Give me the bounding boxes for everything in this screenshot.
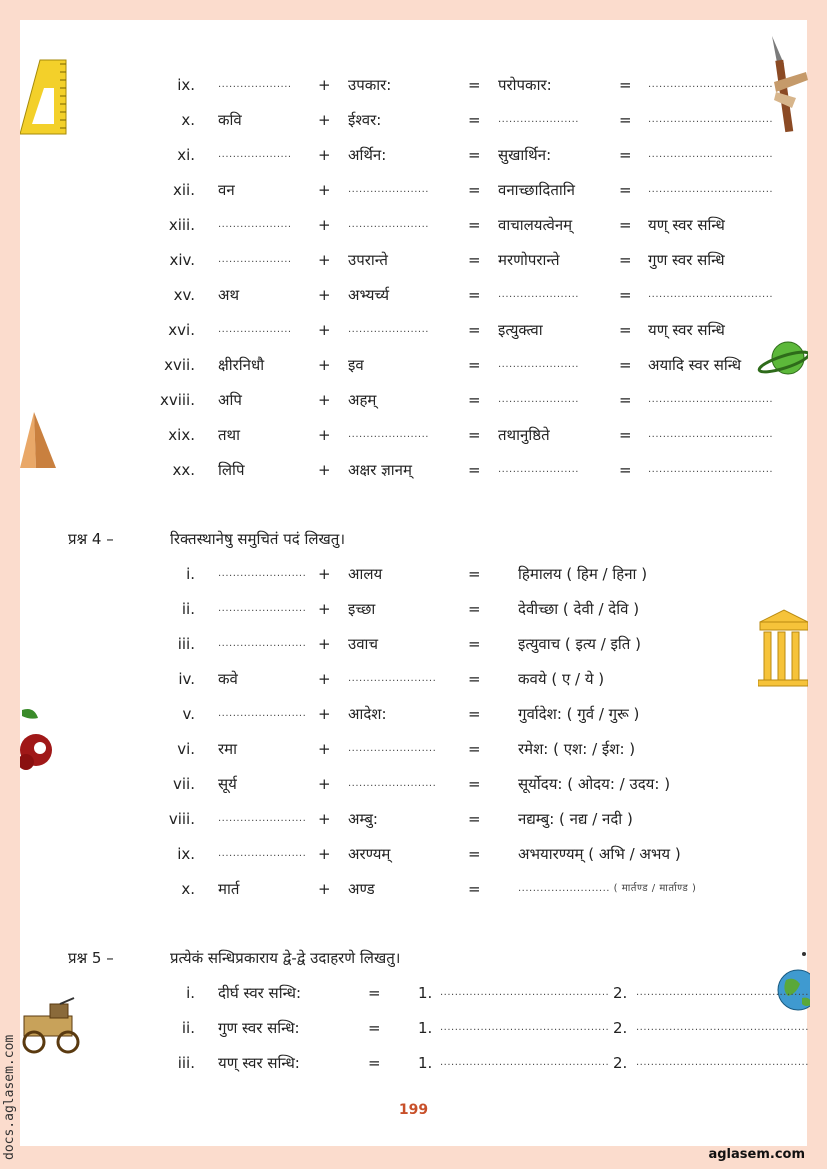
term-one: ....................	[218, 219, 292, 230]
plus-sign: +	[318, 391, 331, 409]
equals-sign: =	[468, 670, 481, 688]
result-with-options: अभयारण्यम् ( अभि / अभय )	[518, 845, 681, 863]
exercise-row	[0, 702, 827, 726]
result-with-options: रमेश: ( एश: / ईश: )	[518, 740, 636, 758]
plus-sign: +	[318, 775, 331, 793]
item-number: iii.	[177, 635, 195, 653]
equals-sign: =	[619, 216, 632, 234]
item-number: xvii.	[164, 356, 195, 374]
plus-sign: +	[318, 146, 331, 164]
plus-sign: +	[318, 845, 331, 863]
term-two: ........................	[348, 778, 437, 789]
item-number: xi.	[177, 146, 195, 164]
sandhi-type: ..................................	[648, 394, 774, 405]
item-number: vi.	[177, 740, 195, 758]
plus-sign: +	[318, 635, 331, 653]
result-word: सुखार्थिन:	[498, 146, 552, 164]
item-number: iv.	[178, 670, 195, 688]
term-two: आलय	[348, 565, 383, 583]
question-5-text: प्रत्येकं सन्धिप्रकाराय द्वे-द्वे उदाहरणे लिखतु।	[170, 949, 401, 967]
question-5-label: प्रश्न 5 –	[68, 949, 114, 967]
item-number: i.	[186, 565, 195, 583]
result-with-options: देवीच्छा ( देवी / देवि )	[518, 600, 640, 618]
exercise-row	[0, 388, 827, 412]
item-number: xiii.	[168, 216, 195, 234]
exercise-row	[0, 772, 827, 796]
plus-sign: +	[318, 461, 331, 479]
item-number: vii.	[173, 775, 195, 793]
result-word: इत्युक्त्वा	[498, 321, 543, 339]
result-word: ......................	[498, 359, 579, 370]
exercise-row	[0, 597, 827, 621]
item-number: xii.	[173, 181, 195, 199]
plus-sign: +	[318, 216, 331, 234]
equals-sign: =	[468, 461, 481, 479]
term-one: ........................	[218, 848, 307, 859]
exercise-row	[0, 143, 827, 167]
result-word: ......................	[498, 114, 579, 125]
exercise-row	[0, 248, 827, 272]
question-4-label: प्रश्न 4 –	[68, 530, 114, 548]
result-word: ......................	[498, 289, 579, 300]
sandhi-type: यण् स्वर सन्धि	[648, 216, 725, 234]
result-with-options: हिमालय ( हिम / हिना )	[518, 565, 648, 583]
equals-sign: =	[619, 356, 632, 374]
item-number: x.	[181, 880, 195, 898]
exercise-row	[0, 108, 827, 132]
sandhi-name: यण् स्वर सन्धि:	[218, 1054, 300, 1072]
equals-sign: =	[468, 251, 481, 269]
item-number: ix.	[177, 845, 195, 863]
equals-sign: =	[468, 391, 481, 409]
equals-sign: =	[619, 391, 632, 409]
term-two: अम्बु:	[348, 810, 378, 828]
exercise-row	[0, 562, 827, 586]
term-two: उपकार:	[348, 76, 392, 94]
item-number: ii.	[181, 600, 195, 618]
term-two: अर्थिन:	[348, 146, 387, 164]
term-one: अपि	[218, 391, 242, 409]
equals-sign: =	[468, 76, 481, 94]
term-one: ....................	[218, 254, 292, 265]
plus-sign: +	[318, 111, 331, 129]
equals-sign: =	[468, 321, 481, 339]
sandhi-type: अयादि स्वर सन्धि	[648, 356, 742, 374]
plus-sign: +	[318, 740, 331, 758]
term-one: अथ	[218, 286, 240, 304]
equals-sign: =	[619, 286, 632, 304]
equals-sign: =	[468, 146, 481, 164]
equals-sign: =	[468, 600, 481, 618]
watermark-text: docs.aglasem.com	[2, 1034, 17, 1160]
term-two: आदेश:	[348, 705, 387, 723]
exercise-row	[0, 737, 827, 761]
plus-sign: +	[318, 356, 331, 374]
example-2-blank: ...............................................	[636, 1022, 809, 1033]
example-1-blank: ..............................................	[440, 1057, 610, 1068]
equals-sign: =	[619, 181, 632, 199]
equals-sign: =	[619, 461, 632, 479]
equals-sign: =	[619, 146, 632, 164]
sandhi-type: गुण स्वर सन्धि	[648, 251, 725, 269]
exercise-row	[0, 842, 827, 866]
plus-sign: +	[318, 181, 331, 199]
question-4-text: रिक्तस्थानेषु समुचितं पदं लिखतु।	[170, 530, 346, 548]
term-two: उवाच	[348, 635, 378, 653]
exercise-row	[0, 213, 827, 237]
term-one: कवि	[218, 111, 242, 129]
term-two: ......................	[348, 429, 429, 440]
result-word: परोपकार:	[498, 76, 552, 94]
item-number: xvi.	[168, 321, 195, 339]
result-with-options: कवये ( ए / ये )	[518, 670, 605, 688]
equals-sign: =	[368, 984, 381, 1002]
sandhi-type: ..................................	[648, 289, 774, 300]
exercise-row	[0, 353, 827, 377]
exercise-row	[0, 1051, 827, 1075]
equals-sign: =	[468, 635, 481, 653]
sandhi-type: ..................................	[648, 149, 774, 160]
term-one: ........................	[218, 638, 307, 649]
item-number: x.	[181, 111, 195, 129]
result-with-options: नद्यम्बु: ( नद्य / नदी )	[518, 810, 633, 828]
equals-sign: =	[619, 321, 632, 339]
equals-sign: =	[468, 775, 481, 793]
sandhi-type: ..................................	[648, 429, 774, 440]
plus-sign: +	[318, 880, 331, 898]
result-word: ......................	[498, 464, 579, 475]
equals-sign: =	[468, 705, 481, 723]
term-one: ....................	[218, 149, 292, 160]
plus-sign: +	[318, 251, 331, 269]
term-two: अभ्यर्च्य	[348, 286, 390, 304]
term-two: इव	[348, 356, 364, 374]
result-with-options: ......................... ( मार्तण्ड / मार्ताण्ड )	[518, 883, 697, 894]
exercise-row	[0, 1016, 827, 1040]
term-two: ......................	[348, 219, 429, 230]
exercise-row	[0, 632, 827, 656]
exercise-row	[0, 318, 827, 342]
result-with-options: इत्युवाच ( इत्य / इति )	[518, 635, 641, 653]
equals-sign: =	[468, 181, 481, 199]
sandhi-type: ..................................	[648, 464, 774, 475]
item-number: v.	[182, 705, 195, 723]
result-with-options: गुर्वादेश: ( गुर्व / गुरू )	[518, 705, 640, 723]
equals-sign: =	[468, 286, 481, 304]
example-2-blank: ...............................................	[636, 987, 809, 998]
example-2-label: 2.	[613, 1019, 628, 1037]
term-two: अण्ड	[348, 880, 375, 898]
plus-sign: +	[318, 565, 331, 583]
sandhi-type: ..................................	[648, 79, 774, 90]
equals-sign: =	[368, 1054, 381, 1072]
equals-sign: =	[368, 1019, 381, 1037]
plus-sign: +	[318, 600, 331, 618]
exercise-row	[0, 458, 827, 482]
equals-sign: =	[468, 740, 481, 758]
result-word: वनाच्छादितानि	[498, 181, 575, 199]
example-2-blank: ...............................................	[636, 1057, 809, 1068]
sandhi-type: ..................................	[648, 184, 774, 195]
equals-sign: =	[468, 356, 481, 374]
equals-sign: =	[468, 845, 481, 863]
term-one: ....................	[218, 79, 292, 90]
page-number: 199	[398, 1102, 429, 1118]
term-one: रमा	[218, 740, 237, 758]
term-two: अहम्	[348, 391, 377, 409]
result-word: वाचालयत्वेनम्	[498, 216, 573, 234]
exercise-row	[0, 423, 827, 447]
item-number: xv.	[173, 286, 195, 304]
item-number: iii.	[177, 1054, 195, 1072]
equals-sign: =	[619, 111, 632, 129]
exercise-row	[0, 73, 827, 97]
item-number: xx.	[172, 461, 195, 479]
term-one: ........................	[218, 708, 307, 719]
brand-footer: aglasem.com	[708, 1147, 805, 1162]
term-two: ........................	[348, 743, 437, 754]
result-with-options: सूर्योदय: ( ओदय: / उदय: )	[518, 775, 671, 793]
term-one: वन	[218, 181, 235, 199]
term-two: ......................	[348, 184, 429, 195]
result-word: तथानुष्ठिते	[498, 426, 550, 444]
equals-sign: =	[468, 111, 481, 129]
equals-sign: =	[468, 426, 481, 444]
sandhi-name: दीर्घ स्वर सन्धि:	[218, 984, 302, 1002]
exercise-row	[0, 807, 827, 831]
sandhi-type: ..................................	[648, 114, 774, 125]
exercise-row	[0, 667, 827, 691]
example-2-label: 2.	[613, 1054, 628, 1072]
exercise-row	[0, 981, 827, 1005]
equals-sign: =	[619, 76, 632, 94]
plus-sign: +	[318, 286, 331, 304]
equals-sign: =	[619, 426, 632, 444]
example-1-label: 1.	[418, 1054, 433, 1072]
item-number: ii.	[181, 1019, 195, 1037]
term-one: तथा	[218, 426, 241, 444]
item-number: viii.	[168, 810, 195, 828]
item-number: i.	[186, 984, 195, 1002]
example-2-label: 2.	[613, 984, 628, 1002]
plus-sign: +	[318, 670, 331, 688]
equals-sign: =	[468, 216, 481, 234]
plus-sign: +	[318, 76, 331, 94]
term-one: ........................	[218, 568, 307, 579]
exercise-row	[0, 283, 827, 307]
equals-sign: =	[619, 251, 632, 269]
equals-sign: =	[468, 810, 481, 828]
plus-sign: +	[318, 810, 331, 828]
item-number: xviii.	[159, 391, 195, 409]
term-one: कवे	[218, 670, 238, 688]
term-one: मार्त	[218, 880, 240, 898]
term-two: अक्षर ज्ञानम्	[348, 461, 412, 479]
term-one: लिपि	[218, 461, 245, 479]
plus-sign: +	[318, 321, 331, 339]
plus-sign: +	[318, 705, 331, 723]
sandhi-name: गुण स्वर सन्धि:	[218, 1019, 300, 1037]
term-two: ईश्वर:	[348, 111, 382, 129]
term-two: इच्छा	[348, 600, 376, 618]
example-1-label: 1.	[418, 984, 433, 1002]
result-word: मरणोपरान्ते	[498, 251, 560, 269]
term-two: अरण्यम्	[348, 845, 391, 863]
equals-sign: =	[468, 880, 481, 898]
exercise-row	[0, 877, 827, 901]
term-two: ........................	[348, 673, 437, 684]
item-number: ix.	[177, 76, 195, 94]
term-one: क्षीरनिधौ	[218, 356, 265, 374]
item-number: xiv.	[169, 251, 195, 269]
exercise-row	[0, 178, 827, 202]
plus-sign: +	[318, 426, 331, 444]
term-one: ........................	[218, 813, 307, 824]
example-1-label: 1.	[418, 1019, 433, 1037]
result-word: ......................	[498, 394, 579, 405]
term-one: ........................	[218, 603, 307, 614]
term-two: उपरान्ते	[348, 251, 388, 269]
term-one: सूर्य	[218, 775, 237, 793]
sandhi-type: यण् स्वर सन्धि	[648, 321, 725, 339]
term-two: ......................	[348, 324, 429, 335]
item-number: xix.	[168, 426, 195, 444]
example-1-blank: ..............................................	[440, 1022, 610, 1033]
term-one: ....................	[218, 324, 292, 335]
equals-sign: =	[468, 565, 481, 583]
example-1-blank: ..............................................	[440, 987, 610, 998]
